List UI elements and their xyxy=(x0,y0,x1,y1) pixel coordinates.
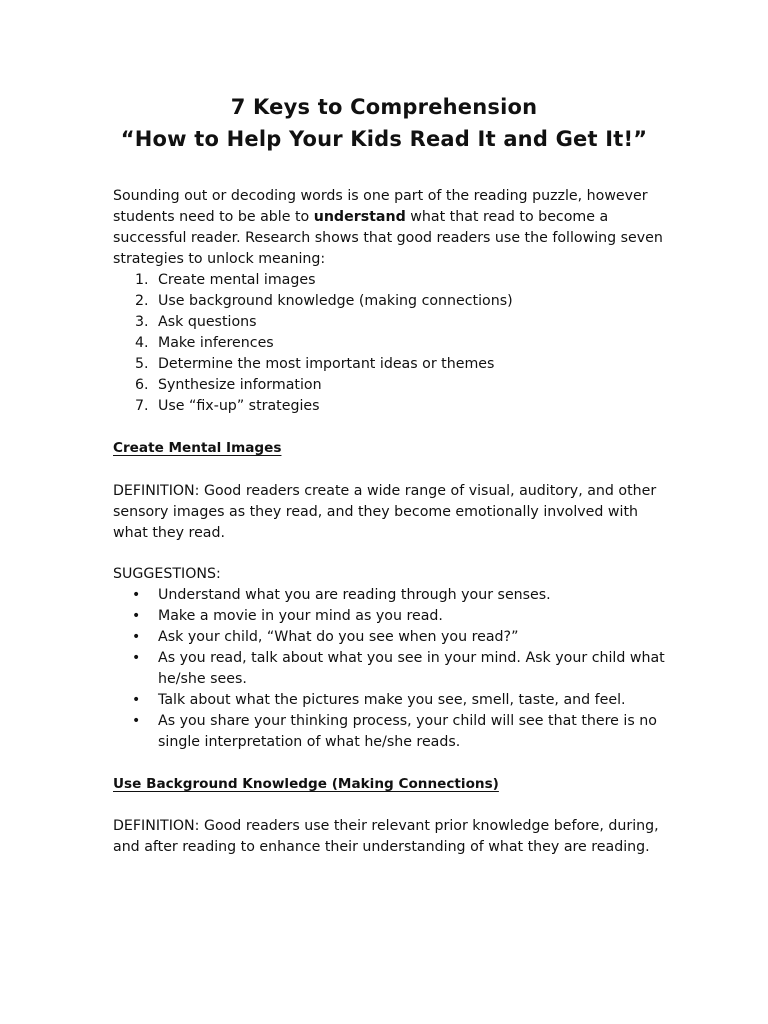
bullet-icon: • xyxy=(132,608,141,624)
list-item-text: Synthesize information xyxy=(158,377,322,393)
list-item-text: Use “fix-up” strategies xyxy=(158,398,320,414)
list-number: 2. xyxy=(135,293,149,309)
list-item-text: Make a movie in your mind as you read. xyxy=(158,608,443,624)
list-item xyxy=(113,396,673,417)
bullet-icon: • xyxy=(132,629,141,645)
bullet-icon: • xyxy=(132,713,141,729)
list-item-text: Create mental images xyxy=(158,272,316,288)
strategies-list xyxy=(113,270,673,417)
list-item-text: Use background knowledge (making connections) xyxy=(158,293,513,309)
list-item xyxy=(113,291,673,312)
section-heading-mental-images: Create Mental Images xyxy=(113,440,282,456)
list-item-text: Talk about what the pictures make you see, smell, taste, and feel. xyxy=(158,692,626,708)
definition-text: DEFINITION: Good readers use their relevant prior knowledge before, during, and after reading to enhance their understanding of what they are reading. xyxy=(113,818,659,855)
list-item xyxy=(113,627,673,648)
list-number: 7. xyxy=(135,398,149,414)
definition-paragraph xyxy=(113,816,673,858)
list-item xyxy=(113,375,673,396)
suggestions-list xyxy=(113,585,673,753)
suggestions-label: SUGGESTIONS: xyxy=(113,566,221,582)
list-item xyxy=(113,312,673,333)
list-number: 5. xyxy=(135,356,149,372)
list-number: 4. xyxy=(135,335,149,351)
list-item-text: Make inferences xyxy=(158,335,274,351)
intro-emphasis: understand xyxy=(313,209,406,225)
definition-text: DEFINITION: Good readers create a wide range of visual, auditory, and other sensory images as they read, and they become emotionally involved with what they read. xyxy=(113,483,657,541)
list-item-text: Determine the most important ideas or themes xyxy=(158,356,495,372)
list-item xyxy=(113,354,673,375)
list-number: 6. xyxy=(135,377,149,393)
list-item xyxy=(113,690,673,711)
bullet-icon: • xyxy=(132,587,141,603)
bullet-icon: • xyxy=(132,692,141,708)
intro-text-part1: Sounding out or decoding words is one part of the reading puzzle, however students need to be able to xyxy=(113,188,648,225)
list-item-text: As you share your thinking process, your child will see that there is no single interpretation of what he/she reads. xyxy=(158,713,657,750)
list-item xyxy=(113,606,673,627)
intro-text-part2: what that read to become a successful reader. Research shows that good readers use the following seven strategies to unlock meaning: xyxy=(113,209,663,267)
document-subtitle: “How to Help Your Kids Read It and Get It!” xyxy=(120,127,648,151)
list-item-text: Understand what you are reading through your senses. xyxy=(158,587,551,603)
document-title: 7 Keys to Comprehension xyxy=(230,95,538,119)
list-item-text: As you read, talk about what you see in your mind. Ask your child what he/she sees. xyxy=(158,650,665,687)
section-heading-background-knowledge: Use Background Knowledge (Making Connections) xyxy=(113,776,499,792)
list-number: 3. xyxy=(135,314,149,330)
list-item xyxy=(113,585,673,606)
list-item-text: Ask your child, “What do you see when you read?” xyxy=(158,629,519,645)
list-item xyxy=(113,711,673,753)
definition-paragraph xyxy=(113,481,673,544)
list-item xyxy=(113,648,673,690)
list-item xyxy=(113,333,673,354)
intro-paragraph xyxy=(113,186,673,270)
list-number: 1. xyxy=(135,272,149,288)
list-item-text: Ask questions xyxy=(158,314,257,330)
bullet-icon: • xyxy=(132,650,141,666)
list-item xyxy=(113,270,673,291)
